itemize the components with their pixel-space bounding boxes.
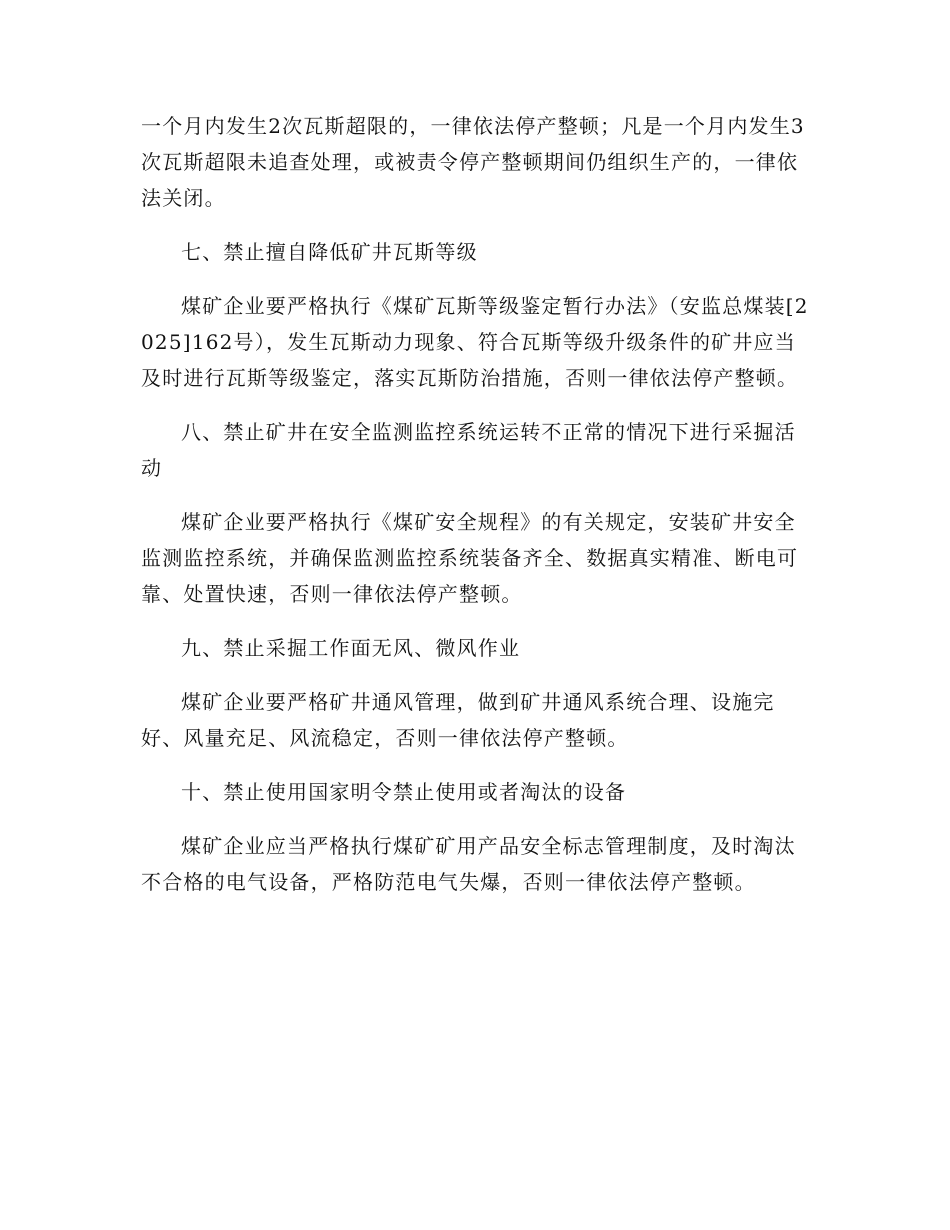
document-body	[141, 108, 813, 918]
paragraph-section-8: 煤矿企业要严格执行《煤矿安全规程》的有关规定，安装矿井安全监测监控系统，并确保监测监控系统装备齐全、数据真实精准、断电可靠、处置快速，否则一律依法停产整顿。	[141, 510, 799, 606]
paragraph-section-10: 煤矿企业应当严格执行煤矿矿用产品安全标志管理制度，及时淘汰不合格的电气设备，严格防范电气失爆，否则一律依法停产整顿。	[141, 834, 796, 894]
section-heading-7: 七、禁止擅自降低矿井瓦斯等级	[181, 240, 478, 264]
section-heading-10: 十、禁止使用国家明令禁止使用或者淘汰的设备	[181, 780, 627, 804]
paragraph-section-7: 煤矿企业要严格执行《煤矿瓦斯等级鉴定暂行办法》（安监总煤装[2025]162号），发生瓦斯动力现象、符合瓦斯等级升级条件的矿井应当及时进行瓦斯等级鉴定，落实瓦斯防治措施，否则一律依法停产整顿。	[141, 294, 809, 390]
paragraph-section-9: 煤矿企业要严格矿井通风管理，做到矿井通风系统合理、设施完好、风量充足、风流稳定，否则一律依法停产整顿。	[141, 690, 775, 750]
section-heading-8: 八、禁止矿井在安全监测监控系统运转不正常的情况下进行采掘活动	[141, 420, 796, 480]
paragraph-continuation: 一个月内发生2次瓦斯超限的，一律依法停产整顿；凡是一个月内发生3次瓦斯超限未追查处理，或被责令停产整顿期间仍组织生产的，一律依法关闭。	[141, 114, 805, 210]
section-heading-9: 九、禁止采掘工作面无风、微风作业	[181, 636, 521, 660]
